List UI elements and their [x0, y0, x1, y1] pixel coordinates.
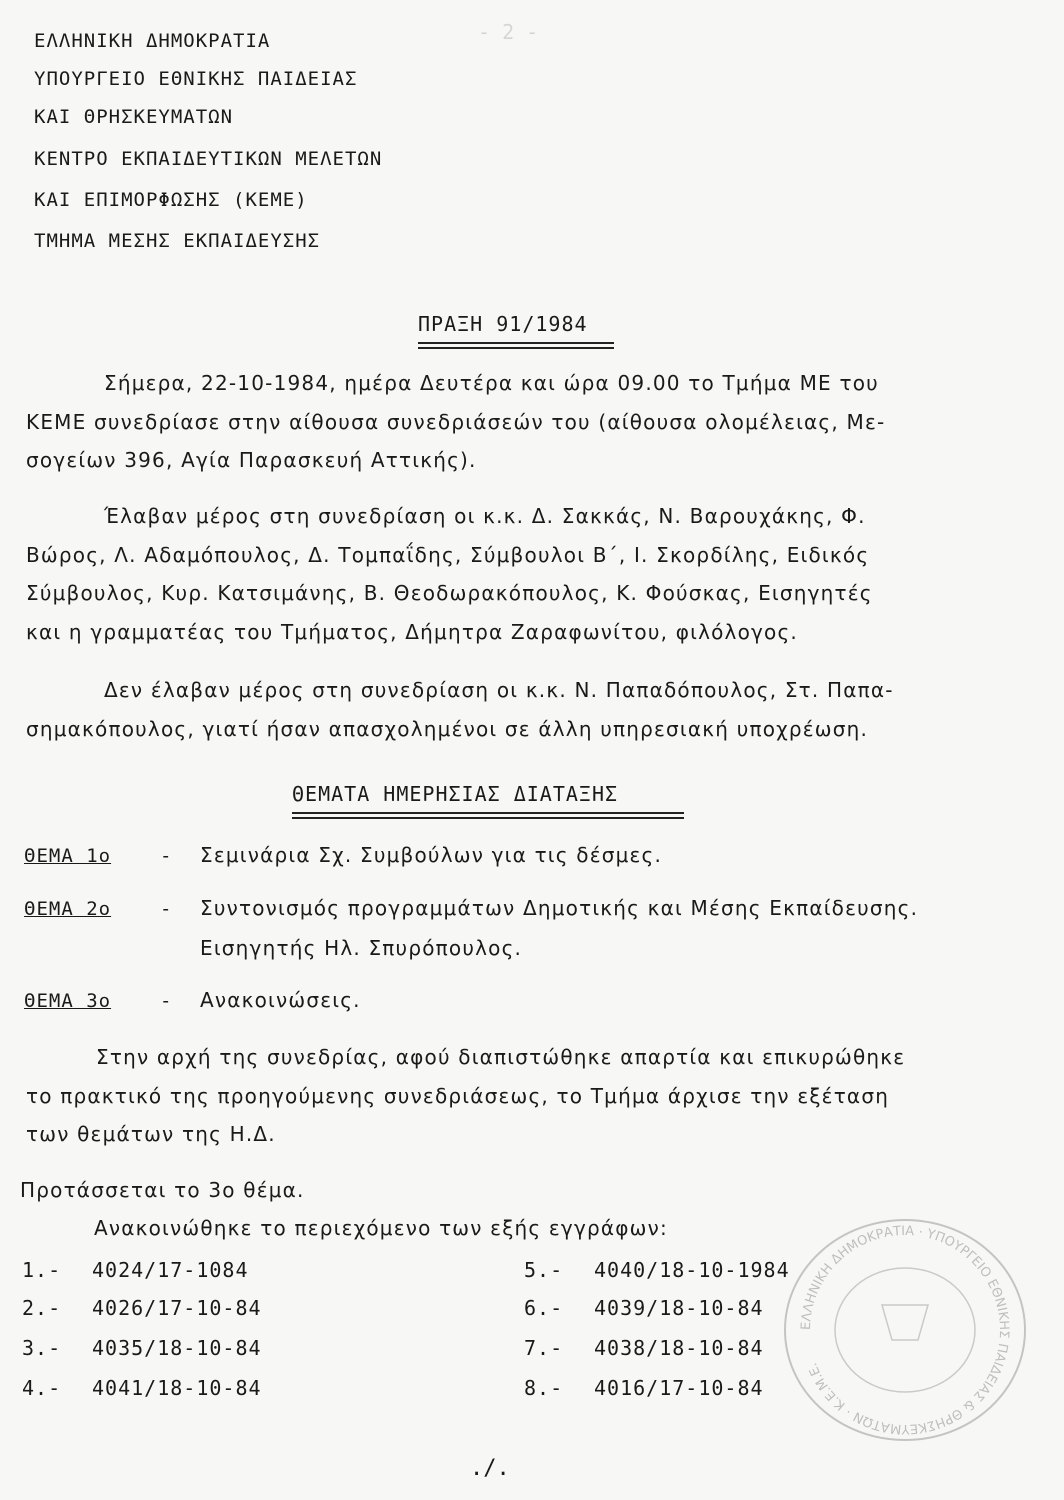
opening-line-3: σογείων 396, Αγία Παρασκευή Αττικής).	[26, 448, 477, 472]
document-item-4	[22, 1376, 262, 1400]
proceedings-paragraph	[26, 1038, 1036, 1154]
present-line-1: Έλαβαν μέρος στη συνεδρίαση οι κ.κ. Δ. Σακκάς, Ν. Βαρουχάκης, Φ.	[104, 504, 866, 528]
topic-2-dash: -	[160, 898, 172, 920]
document-number: 2.-	[22, 1296, 62, 1320]
header-line-6: ΤΜΗΜΑ ΜΕΣΗΣ ΕΚΠΑΙΔΕΥΣΗΣ	[34, 230, 321, 252]
stamp-text: ΕΛΛΗΝΙΚΗ ΔΗΜΟΚΡΑΤΙΑ · ΥΠΟΥΡΓΕΙΟ ΕΘΝΙΚΗΣ ΠΑΙΔΕΙΑΣ & ΘΡΗΣΚΕΥΜΑΤΩΝ · Κ.Ε.Μ.Ε.	[798, 1223, 1012, 1437]
topic-1-label: ΘΕΜΑ 1ο	[24, 845, 112, 867]
present-line-4: και η γραμματέας του Τμήματος, Δήμητρα Ζαραφωνίτου, φιλόλογος.	[26, 619, 798, 644]
opening-line-1: Σήμερα, 22-10-1984, ημέρα Δευτέρα και ώρα 09.00 το Τμήμα ΜΕ του	[104, 371, 879, 395]
absent-line-2: σημακόπουλος, γιατί ήσαν απασχολημένοι σε άλλη υπηρεσιακή υποχρέωση.	[26, 716, 869, 741]
bleed-through-page-number: - 2 -	[478, 20, 539, 44]
document-ref: 4016/17-10-84	[594, 1376, 764, 1400]
document-ref: 4038/18-10-84	[594, 1336, 764, 1360]
present-line-2: Βώρος, Λ. Αδαμόπουλος, Δ. Τομπαΐδης, Σύμβουλοι Β΄, Ι. Σκορδίλης, Ειδικός	[26, 542, 870, 567]
header-line-2: ΥΠΟΥΡΓΕΙΟ ΕΘΝΙΚΗΣ ΠΑΙΔΕΙΑΣ	[34, 68, 358, 90]
topic-3-text: Ανακοινώσεις.	[200, 988, 361, 1012]
announced-intro: Ανακοινώθηκε το περιεχόμενο των εξής εγγράφων:	[94, 1216, 668, 1240]
present-paragraph	[26, 497, 1036, 651]
agenda-double-underline	[292, 812, 684, 819]
svg-text:ΕΛΛΗΝΙΚΗ ΔΗΜΟΚΡΑΤΙΑ · ΥΠΟΥΡΓΕΙ	[799, 1224, 1011, 1436]
document-number: 8.-	[524, 1376, 564, 1400]
document-number: 6.-	[524, 1296, 564, 1320]
header-line-3: ΚΑΙ ΘΡΗΣΚΕΥΜΑΤΩΝ	[34, 106, 234, 128]
document-item-2	[22, 1296, 262, 1320]
topic-3-dash: -	[160, 990, 172, 1012]
document-item-5	[524, 1258, 790, 1282]
document-item-8	[524, 1376, 764, 1400]
header-line-1: ΕΛΛΗΝΙΚΗ ΔΗΜΟΚΡΑΤΙΑ	[34, 30, 271, 52]
topic-2-text: Συντονισμός προγραμμάτων Δημοτικής και Μέσης Εκπαίδευσης.	[200, 896, 919, 920]
document-number: 3.-	[22, 1336, 62, 1360]
topic-2-text-cont: Εισηγητής Ηλ. Σπυρόπουλος.	[200, 936, 523, 960]
topic-2-label: ΘΕΜΑ 2ο	[24, 898, 112, 920]
topic-3-label: ΘΕΜΑ 3ο	[24, 990, 112, 1012]
document-item-3	[22, 1336, 262, 1360]
document-ref: 4026/17-10-84	[92, 1296, 262, 1320]
opening-line-2: ΚΕΜΕ συνεδρίασε στην αίθουσα συνεδριάσεών του (αίθουσα ολομέλειας, Με-	[26, 409, 886, 434]
document-number: 4.-	[22, 1376, 62, 1400]
document-item-1	[22, 1258, 249, 1282]
opening-paragraph	[26, 364, 1036, 480]
document-item-6	[524, 1296, 764, 1320]
document-number: 7.-	[524, 1336, 564, 1360]
document-ref: 4024/17-1084	[92, 1258, 249, 1282]
proceedings-line-3: των θεμάτων της Η.Δ.	[26, 1122, 276, 1146]
document-ref: 4035/18-10-84	[92, 1336, 262, 1360]
document-number: 5.-	[524, 1258, 564, 1282]
header-line-5: ΚΑΙ ΕΠΙΜΟΡΦΩΣΗΣ (ΚΕΜΕ)	[34, 189, 308, 211]
absent-line-1: Δεν έλαβαν μέρος στη συνεδρίαση οι κ.κ. Ν. Παπαδόπουλος, Στ. Παπα-	[104, 678, 894, 702]
topic-1-dash: -	[160, 845, 172, 867]
topic-1-text: Σεμινάρια Σχ. Συμβούλων για τις δέσμες.	[200, 843, 663, 867]
official-stamp-seal	[770, 1210, 1040, 1450]
document-ref: 4040/18-10-1984	[594, 1258, 790, 1282]
document-item-7	[524, 1336, 764, 1360]
present-line-3: Σύμβουλος, Κυρ. Κατσιμάνης, Β. Θεοδωρακόπουλος, Κ. Φούσκας, Εισηγητές	[26, 581, 873, 605]
header-line-4: ΚΕΝΤΡΟ ΕΚΠΑΙΔΕΥΤΙΚΩΝ ΜΕΛΕΤΩΝ	[34, 148, 383, 170]
document-ref: 4039/18-10-84	[594, 1296, 764, 1320]
title-double-underline	[418, 342, 614, 349]
priority-line: Προτάσσεται το 3ο θέμα.	[20, 1178, 305, 1202]
document-ref: 4041/18-10-84	[92, 1376, 262, 1400]
continuation-mark: ./.	[470, 1456, 510, 1481]
proceedings-line-1: Στην αρχή της συνεδρίας, αφού διαπιστώθηκε απαρτία και επικυρώθηκε	[96, 1045, 906, 1069]
document-title: ΠΡΑΞΗ 91/1984	[418, 312, 588, 336]
absent-paragraph	[26, 671, 1036, 748]
agenda-title: ΘΕΜΑΤΑ ΗΜΕΡΗΣΙΑΣ ΔΙΑΤΑΞΗΣ	[292, 782, 619, 806]
document-number: 1.-	[22, 1258, 62, 1282]
proceedings-line-2: το πρακτικό της προηγούμενης συνεδριάσεως, το Τμήμα άρχισε την εξέταση	[26, 1083, 890, 1108]
